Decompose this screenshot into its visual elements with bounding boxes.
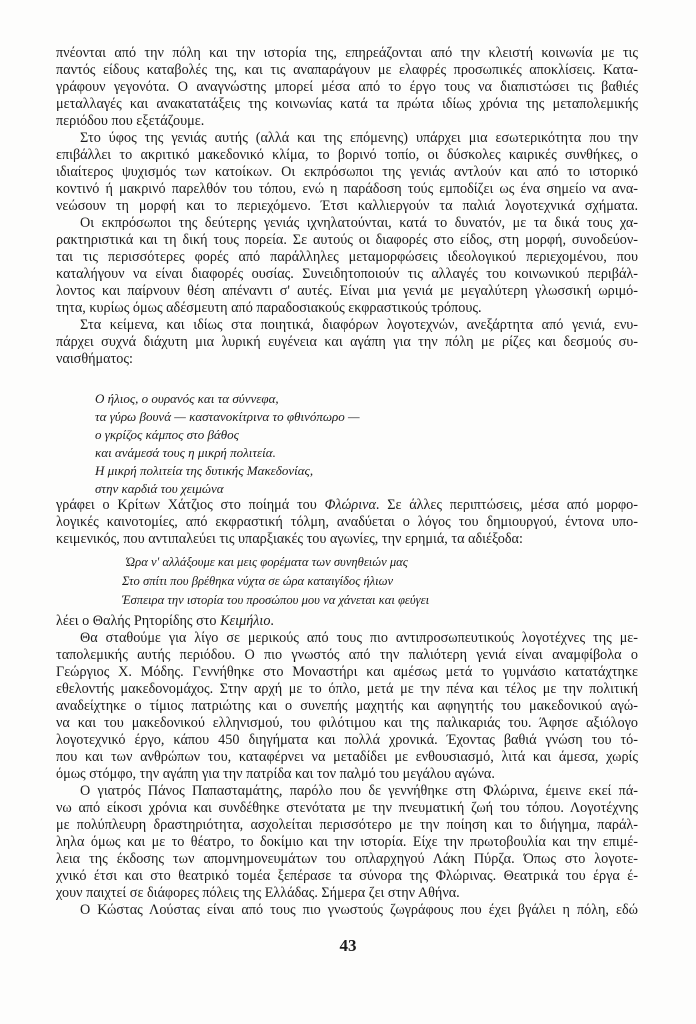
paragraph-start: Ο Κώστας Λούστας είναι από τους πιο γνωστούς ζωγράφους που έχει βγάλει η πόλη, εδώ: [80, 902, 638, 918]
text-line: ταπολεμικής αυτής περιόδου. Ο πιο γνωστός από την παλιότερη γενιά είναι αναμφίβολα ο: [56, 647, 638, 663]
text-line: χνικό έτσι και στο θεατρικό τομέα ξεπέρασε τα σύνορα της Φλώρινας. Θεατρικά του έργα έ-: [56, 868, 638, 884]
text-line: λοντος και παίρνουν θέση απέναντι σ' αυτές. Είναι μια γενιά με μεγαλύτερη γλωσσική ωριμό-: [56, 283, 638, 299]
paragraph-start: Στο ύφος της γενιάς αυτής (αλλά και της επόμενης) υπάρχει μια εσωτερικότητα που την: [80, 130, 638, 146]
verse-line: Ο ήλιος, ο ουρανός και τα σύννεφα,: [95, 391, 279, 406]
verse-line: Έσπειρα την ιστορία του προσώπου μου να χάνεται και φεύγει: [122, 593, 430, 607]
text-line: που και των ανθρώπων του, καταφέρνει να μεταδίδει με ενθουσιασμό, λιτά και άμεσα, χωρίς: [56, 749, 638, 765]
text-line: λογοτεχνικό έργο, κάπου 450 διηγήματα και πολλά χρονικά. Έχοντας βαθιά γνώση του τό-: [56, 732, 638, 748]
text-line: μεταλλαγές και ανακατατάξεις της κοινωνίας κατά τα πρώτα ιδίως χρόνια της μεταπολεμικής: [56, 96, 638, 112]
text-line: επιβάλλει το ακριτικό μακεδονικό κλίμα, το βορινό τοπίο, οι δύσκολες καιρικές συνθήκες, ο: [56, 147, 638, 163]
verse-line: τα γύρω βουνά — καστανοκίτρινα το φθινόπωρο —: [95, 409, 360, 424]
verse-line: Στο σπίτι που βρέθηκα νύχτα σε ώρα καταιγίδος ήλιων: [122, 574, 394, 588]
text-line: χουν παιχτεί σε διάφορες πόλεις της Ελλάδας. Σήμερα ζει στην Αθήνα.: [56, 885, 460, 901]
poem-title: Φλώρινα: [324, 497, 376, 513]
text-span: .: [270, 613, 274, 629]
verse-line: στην καρδιά του χειμώνα: [95, 481, 224, 496]
paragraph-start: Στα κείμενα, και ιδίως στα ποιητικά, διαφόρων λογοτεχνών, ανεξάρτητα από γενιά, ενυ-: [80, 317, 638, 333]
text-line: [56, 613, 638, 630]
text-line: λογικές καινοτομίες, από εκφραστική τόλμη, αναδύεται ο λόγος του δημιουργού, έντονα υπο-: [56, 514, 638, 530]
text-line: αναδείχτηκε ο τίμιος πατριώτης και ο συνεπής μαχητής και αφηγητής του μακεδονικού αγώ-: [56, 698, 638, 714]
text-line: πνέονται από την πόλη και την ιστορία της, επηρεάζονται από την κλειστή κοινωνία με τις: [56, 45, 638, 61]
text-line: ναισθήματος:: [56, 351, 133, 367]
text-line: νεώσουν τη μορφή και το περιεχόμενο. Έτσι καλλιεργούν τα παλιά λογοτεχνικά σχήματα.: [56, 198, 638, 214]
text-line: εθελοντής μακεδονομάχος. Στην αρχή με το όπλο, μετά με την πένα και τέλος με την πολιτική: [56, 681, 638, 697]
text-line: τητα, κυρίως όμως αδέσμευτη από παραδοσιακούς εκφραστικούς τρόπους.: [56, 300, 482, 316]
text-line: ληλα όμως και με το θέατρο, το δοκίμιο και την ιστορία. Είχε την πρωτοβουλία και την επιμέ-: [56, 834, 638, 850]
text-span: γράφει ο Κρίτων Χάτζιος στο ποίημά του: [56, 497, 325, 513]
text-line: περιόδου που εξετάζουμε.: [56, 113, 205, 129]
text-line: ρακτηριστικά και τη δική τους πορεία. Σε αυτούς οι διαφορές στο είδος, στη μορφή, συνοδεύον-: [56, 232, 638, 248]
text-line: λεια της έκδοσης των απομνημονευμάτων του οπλαρχηγού Λάκη Πύρζα. Όπως στο λογοτε-: [56, 851, 638, 867]
text-line: κειμενικός, που αντιπαλεύει τις υπαρξιακές του αγωνίες, την ερημιά, τα αδιέξοδα:: [56, 531, 523, 547]
text-line: καταλήγουν να είναι διαφορές ουσίας. Συνειδητοποιούν τις αλλαγές του κοινωνικού περιβάλ-: [56, 266, 638, 282]
text-span: λέει ο Θαλής Ρητορίδης στο: [56, 613, 221, 629]
poem-title: Κειμήλιο: [220, 613, 271, 629]
text-line: ιδιαίτερος ψυχισμός των κατοίκων. Οι εκπρόσωποι της γενιάς αντλούν και από το ιστορικό: [56, 164, 638, 180]
verse-line: Ώρα ν' αλλάξουμε και μεις φορέματα των συνηθειών μας: [126, 555, 408, 569]
text-line: με πολύπλευρη δραστηριότητα, ασχολείται περισσότερο με την ποίηση και το διήγημα, παράλ-: [56, 817, 638, 833]
page-number: 43: [339, 936, 357, 955]
verse-line: Η μικρή πολιτεία της δυτικής Μακεδονίας,: [95, 463, 314, 478]
paragraph-start: Ο γιατρός Πάνος Παπασταμάτης, παρόλο που δε γεννήθηκε στη Φλώρινα, έμεινε εκεί πά-: [80, 783, 638, 799]
text-line: παντός είδους καταβολές της, και τις αναπαράγουν με ελαφρές προσωπικές αποκλίσεις. Κατα-: [56, 62, 638, 78]
text-line: κοντινό ή μακρινό παρελθόν του τόπου, ενώ η παράδοση τούς εμποδίζει ως ένα σημείο να ανα-: [56, 181, 638, 197]
verse-line: ο γκρίζος κάμπος στο βάθος: [95, 427, 239, 442]
text-line: ται τις περισσότερες φορές από παράλληλες μεταμορφώσεις ιδεολογικού περιεχομένου, που: [56, 249, 638, 265]
text-line: νω από είκοσι χρόνια και συνδέθηκε στενότατα με την πνευματική ζωή του τόπου. Λογοτέχνης: [56, 800, 638, 816]
text-line: Γεώργιος Χ. Μόδης. Γεννήθηκε στο Μοναστήρι και αμέσως μετά το γυμνάσιο κατατάχτηκε: [56, 664, 638, 680]
paragraph-start: Οι εκπρόσωποι της δεύτερης γενιάς ιχνηλατούνται, κατά το δυνατόν, με τα δικά τους χα-: [80, 215, 638, 231]
text-line: γράφουν γεγονότα. Ο αναγνώστης μπορεί μέσα από το έργο τους να διαπιστώσει τις βαθιές: [56, 79, 638, 95]
text-line: να και του μακεδονικού ελληνισμού, του φιλότιμου και της παλικαριάς του. Άφησε αξιόλογο: [56, 715, 638, 731]
text-span: . Σε άλλες περιπτώσεις, μέσα από μορφο-: [375, 497, 638, 513]
text-line: [56, 497, 638, 514]
paragraph-start: Θα σταθούμε για λίγο σε μερικούς από τους πιο αντιπροσωπευτικούς λογοτέχνες της με-: [80, 630, 638, 646]
text-line: όμως στόμφο, την αγάπη για την πατρίδα και τον παλμό του μεγάλου αγώνα.: [56, 766, 495, 782]
text-line: πάρχει συχνά διάχυτη μια λυρική ευγένεια και αγάπη για την πόλη με ρίζες και δεσμούς συ-: [56, 334, 638, 350]
verse-line: και ανάμεσά τους η μικρή πολιτεία.: [95, 445, 276, 460]
